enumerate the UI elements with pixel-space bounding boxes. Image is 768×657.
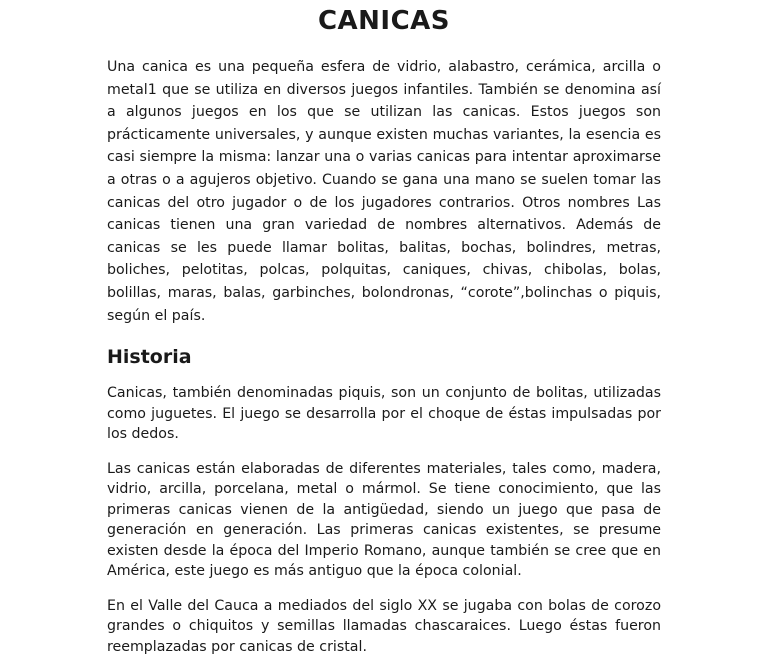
page-title: CANICAS bbox=[317, 6, 451, 36]
intro-paragraph: Una canica es una pequeña esfera de vidrio, alabastro, cerámica, arcilla o metal1 que se utiliza en diversos juegos infantiles. También se denomina así a algunos juegos en los que se utilizan las canicas. Estos juegos son prácticamente universales, y aunque existen muchas variantes, la esencia es casi siempre la misma: lanzar una o varias canicas para intentar aproximarse a otras o a agujeros objetivo. Cuando se gana una mano se suelen tomar las canicas del otro jugador o de los jugadores contrarios. Otros nombres Las canicas tienen una gran variedad de nombres alternativos. Además de canicas se les puede llamar bolitas, balitas, bochas, bolindres, metras, boliches, pelotitas, polcas, polquitas, caniques, chivas, chibolas, bolas, bolillas, maras, balas, garbinches, bolondronas, “corote”,bolinchas o piquis, según el país. bbox=[107, 59, 661, 324]
history-paragraph: Canicas, también denominadas piquis, son un conjunto de bolitas, utilizadas como juguetes. El juego se desarrolla por el choque de éstas impulsadas por los dedos. bbox=[107, 385, 661, 443]
section-heading-historia: Historia bbox=[107, 346, 192, 369]
history-paragraph: Las canicas están elaboradas de diferentes materiales, tales como, madera, vidrio, arcilla, porcelana, metal o mármol. Se tiene conocimiento, que las primeras canicas vienen de la antigüedad, siendo un juego que pasa de generación en generación. Las primeras canicas existentes, se presume existen desde la época del Imperio Romano, aunque también se cree que en América, este juego es más antiguo que la época colonial. bbox=[107, 460, 661, 580]
document-page bbox=[107, 0, 661, 657]
history-paragraph: En el Valle del Cauca a mediados del siglo XX se jugaba con bolas de corozo grandes o chiquitos y semillas llamadas chascaraices. Luego éstas fueron reemplazadas por canicas de cristal. bbox=[107, 597, 661, 655]
